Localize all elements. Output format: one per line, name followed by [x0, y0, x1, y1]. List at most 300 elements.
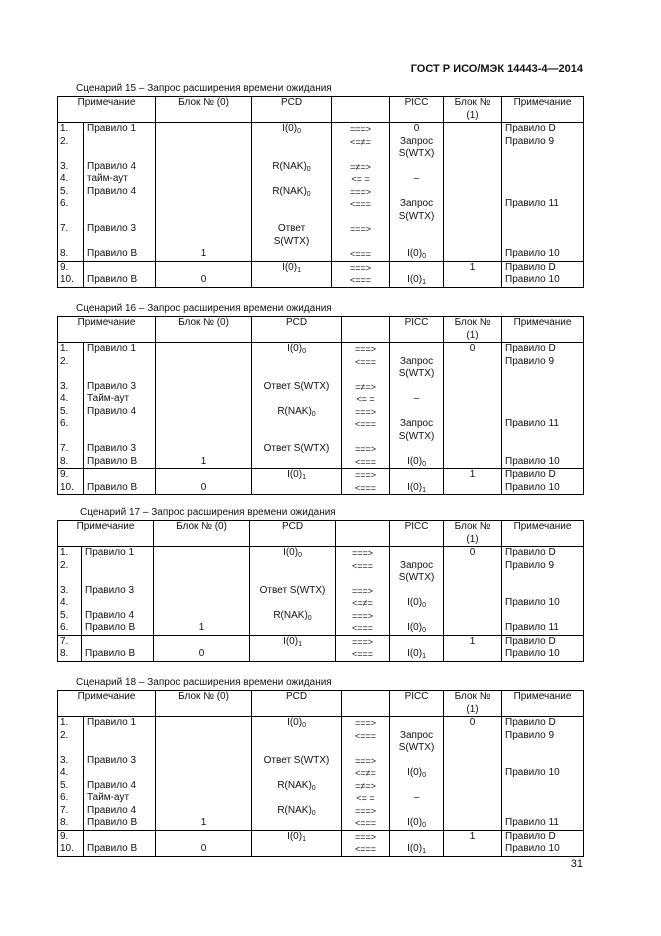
- picc-frame: $I(0)_1$: [390, 843, 444, 856]
- note-pcd: Тайм-аут: [84, 393, 156, 406]
- row-number: 9.: [58, 469, 84, 482]
- block-0: [156, 123, 252, 136]
- pcd-frame: $R(NAK)_0$: [252, 780, 342, 793]
- block-1: [444, 274, 502, 287]
- block-1: [444, 622, 502, 635]
- pcd-frame: [252, 173, 332, 186]
- pcd-frame: [252, 767, 342, 780]
- pcd-frame: [252, 843, 342, 856]
- table-row: [58, 792, 584, 805]
- row-number: 9.: [58, 830, 84, 843]
- note-picc: Правило 9: [502, 356, 584, 381]
- block-1: [444, 136, 502, 161]
- block-0: [154, 635, 250, 648]
- block-0: [156, 343, 252, 356]
- picc-frame: [390, 381, 444, 394]
- pcd-frame: [250, 597, 336, 610]
- block-1: [444, 443, 502, 456]
- note-picc: Правило D: [502, 635, 584, 648]
- row-number: 5.: [58, 186, 84, 199]
- block-1: [444, 173, 502, 186]
- note-picc: Правило 10: [502, 843, 584, 856]
- note-picc: Правило 10: [502, 248, 584, 261]
- pcd-frame: $I(0)_1$: [252, 469, 342, 482]
- column-header: PICC: [390, 97, 444, 123]
- block-0: 1: [156, 817, 252, 830]
- block-0: 1: [154, 622, 250, 635]
- note-pcd: Правило 4: [84, 805, 156, 818]
- scenario-table: [57, 316, 584, 495]
- table-row: [58, 381, 584, 394]
- direction-arrow: ===>: [342, 443, 390, 456]
- note-picc: Правило 10: [502, 482, 584, 495]
- note-picc: Правило 11: [502, 418, 584, 443]
- row-number: 5.: [58, 780, 84, 793]
- pcd-frame: [250, 648, 336, 661]
- table-row: [58, 717, 584, 730]
- picc-frame: [390, 223, 444, 248]
- block-1: [444, 186, 502, 199]
- picc-frame: Запрос S(WTX): [390, 356, 444, 381]
- note-pcd: [82, 635, 154, 648]
- row-number: 8.: [58, 648, 82, 661]
- note-picc: [502, 610, 584, 623]
- note-pcd: [84, 830, 156, 843]
- column-header: PICC: [390, 521, 444, 547]
- block-0: [156, 780, 252, 793]
- note-picc: Правило D: [502, 261, 584, 274]
- block-1: 1: [444, 261, 502, 274]
- block-1: [444, 456, 502, 469]
- note-picc: Правило 9: [502, 136, 584, 161]
- note-pcd: [84, 730, 156, 755]
- note-pcd: Правило B: [82, 648, 154, 661]
- note-picc: [502, 792, 584, 805]
- note-pcd: Правило B: [84, 482, 156, 495]
- direction-arrow: ===>: [336, 585, 390, 598]
- pcd-frame: Ответ S(WTX): [252, 223, 332, 248]
- picc-frame: [390, 585, 444, 598]
- direction-arrow: ===>: [336, 635, 390, 648]
- block-0: [156, 755, 252, 768]
- block-1: 0: [444, 343, 502, 356]
- row-number: 2.: [58, 356, 84, 381]
- pcd-frame: $I(0)_1$: [250, 635, 336, 648]
- row-number: 4.: [58, 173, 84, 186]
- direction-arrow: <=≠=: [342, 767, 390, 780]
- picc-frame: [390, 406, 444, 419]
- pcd-frame: $R(NAK)_0$: [252, 186, 332, 199]
- column-header: Блок № (0): [154, 521, 250, 547]
- block-0: [156, 767, 252, 780]
- note-picc: Правило 11: [502, 198, 584, 223]
- picc-frame: Запрос S(WTX): [390, 560, 444, 585]
- note-pcd: Правило B: [82, 622, 154, 635]
- picc-frame: [390, 717, 444, 730]
- block-0: [156, 261, 252, 274]
- column-header: PCD: [252, 97, 332, 123]
- block-0: [156, 418, 252, 443]
- table-row: [58, 597, 584, 610]
- pcd-frame: $R(NAK)_0$: [250, 610, 336, 623]
- block-0: [156, 186, 252, 199]
- note-pcd: Правило 1: [84, 717, 156, 730]
- note-picc: Правило D: [502, 830, 584, 843]
- pcd-frame: [252, 456, 342, 469]
- picc-frame: [390, 443, 444, 456]
- block-1: 0: [444, 547, 502, 560]
- picc-frame: [390, 186, 444, 199]
- block-1: [444, 248, 502, 261]
- direction-arrow: ===>: [332, 223, 390, 248]
- direction-arrow: <===: [342, 843, 390, 856]
- pcd-frame: [252, 792, 342, 805]
- note-picc: [502, 381, 584, 394]
- block-0: [156, 406, 252, 419]
- pcd-frame: [250, 560, 336, 585]
- direction-arrow: <=≠=: [332, 136, 390, 161]
- row-number: 3.: [58, 161, 84, 174]
- block-1: [444, 223, 502, 248]
- note-picc: Правило 9: [502, 730, 584, 755]
- picc-frame: $I(0)_1$: [390, 648, 444, 661]
- row-number: 1.: [58, 547, 82, 560]
- block-0: [156, 469, 252, 482]
- table-row: [58, 261, 584, 274]
- direction-arrow: ===>: [332, 261, 390, 274]
- table-row: [58, 356, 584, 381]
- scenario-title: Сценарий 15 – Запрос расширения времени ожидания: [76, 83, 332, 94]
- direction-arrow: <===: [342, 730, 390, 755]
- direction-arrow: <=≠=: [336, 597, 390, 610]
- row-number: 7.: [58, 635, 82, 648]
- picc-frame: $I(0)_0$: [390, 248, 444, 261]
- note-pcd: Правило B: [84, 456, 156, 469]
- pcd-frame: $R(NAK)_0$: [252, 406, 342, 419]
- picc-frame: [390, 469, 444, 482]
- direction-arrow: ===>: [332, 123, 390, 136]
- table-row: [58, 123, 584, 136]
- picc-frame: [390, 161, 444, 174]
- direction-arrow: ===>: [336, 610, 390, 623]
- scenario-title: Сценарий 17 – Запрос расширения времени ожидания: [80, 507, 336, 518]
- pcd-frame: $I(0)_1$: [252, 830, 342, 843]
- column-header: PICC: [390, 691, 444, 717]
- page-number: 31: [570, 858, 583, 870]
- column-header: [332, 97, 390, 123]
- column-header: Блок № (1): [444, 317, 502, 343]
- pcd-frame: $I(0)_0$: [250, 547, 336, 560]
- block-1: 0: [444, 717, 502, 730]
- block-1: [444, 755, 502, 768]
- table-row: [58, 767, 584, 780]
- table-row: [58, 198, 584, 223]
- block-0: [156, 136, 252, 161]
- table-row: [58, 173, 584, 186]
- row-number: 7.: [58, 223, 84, 248]
- column-header: Примечание: [58, 97, 156, 123]
- row-number: 2.: [58, 560, 82, 585]
- block-1: [444, 161, 502, 174]
- column-header: PICC: [390, 317, 444, 343]
- note-picc: Правило D: [502, 547, 584, 560]
- picc-frame: 0: [390, 123, 444, 136]
- picc-frame: [390, 755, 444, 768]
- column-header: [336, 521, 390, 547]
- direction-arrow: ===>: [342, 805, 390, 818]
- note-picc: [502, 755, 584, 768]
- note-picc: [502, 443, 584, 456]
- block-0: 0: [156, 274, 252, 287]
- direction-arrow: <= =: [342, 792, 390, 805]
- block-1: [444, 406, 502, 419]
- table-row: [58, 730, 584, 755]
- table-row: [58, 780, 584, 793]
- block-1: [444, 585, 502, 598]
- picc-frame: $I(0)_0$: [390, 597, 444, 610]
- block-1: [444, 418, 502, 443]
- table-row: [58, 817, 584, 830]
- pcd-frame: $I(0)_1$: [252, 261, 332, 274]
- direction-arrow: ===>: [342, 830, 390, 843]
- row-number: 1.: [58, 717, 84, 730]
- note-picc: [502, 585, 584, 598]
- row-number: 4.: [58, 393, 84, 406]
- pcd-frame: [252, 730, 342, 755]
- note-picc: Правило D: [502, 469, 584, 482]
- note-picc: [502, 161, 584, 174]
- block-1: [444, 817, 502, 830]
- direction-arrow: =≠=>: [332, 161, 390, 174]
- row-number: 8.: [58, 456, 84, 469]
- block-0: [156, 173, 252, 186]
- block-0: [154, 597, 250, 610]
- block-1: [444, 610, 502, 623]
- note-pcd: Правило 4: [84, 186, 156, 199]
- picc-frame: $I(0)_1$: [390, 274, 444, 287]
- column-header: Примечание: [502, 97, 584, 123]
- block-1: [444, 730, 502, 755]
- note-picc: Правило 9: [502, 560, 584, 585]
- picc-frame: [390, 261, 444, 274]
- picc-frame: Запрос S(WTX): [390, 730, 444, 755]
- block-0: 0: [156, 482, 252, 495]
- block-0: [154, 547, 250, 560]
- note-pcd: Правило 1: [82, 547, 154, 560]
- row-number: 7.: [58, 805, 84, 818]
- block-1: [444, 123, 502, 136]
- column-header: Примечание: [502, 521, 584, 547]
- note-pcd: Правило B: [84, 274, 156, 287]
- table-row: [58, 223, 584, 248]
- table-row: [58, 418, 584, 443]
- block-1: 1: [444, 469, 502, 482]
- picc-frame: $I(0)_0$: [390, 767, 444, 780]
- note-picc: Правило 10: [502, 597, 584, 610]
- note-pcd: Правило B: [84, 817, 156, 830]
- row-number: 2.: [58, 730, 84, 755]
- pcd-frame: Ответ S(WTX): [250, 585, 336, 598]
- direction-arrow: ===>: [342, 469, 390, 482]
- note-picc: [502, 223, 584, 248]
- direction-arrow: <===: [342, 817, 390, 830]
- table-row: [58, 393, 584, 406]
- note-pcd: Правило B: [84, 843, 156, 856]
- pcd-frame: $I(0)_0$: [252, 343, 342, 356]
- note-pcd: Правило B: [84, 248, 156, 261]
- row-number: 1.: [58, 343, 84, 356]
- block-0: 1: [156, 456, 252, 469]
- table-row: [58, 406, 584, 419]
- note-pcd: [84, 418, 156, 443]
- pcd-frame: $I(0)_0$: [252, 123, 332, 136]
- column-header: Блок № (0): [156, 317, 252, 343]
- table-row: [58, 560, 584, 585]
- scenario-table: [57, 520, 584, 662]
- note-pcd: Тайм-аут: [84, 792, 156, 805]
- note-pcd: [82, 560, 154, 585]
- pcd-frame: [252, 393, 342, 406]
- table-row: [58, 843, 584, 856]
- pcd-frame: [252, 274, 332, 287]
- block-0: [154, 610, 250, 623]
- column-header: [342, 317, 390, 343]
- note-picc: Правило 11: [502, 817, 584, 830]
- table-row: [58, 248, 584, 261]
- column-header: PCD: [252, 691, 342, 717]
- note-pcd: Правило 4: [84, 161, 156, 174]
- pcd-frame: [252, 248, 332, 261]
- pcd-frame: [252, 356, 342, 381]
- note-picc: Правило D: [502, 343, 584, 356]
- pcd-frame: [252, 136, 332, 161]
- picc-frame: [390, 610, 444, 623]
- column-header: Примечание: [58, 317, 156, 343]
- direction-arrow: ===>: [342, 755, 390, 768]
- table-row: [58, 469, 584, 482]
- note-picc: [502, 393, 584, 406]
- row-number: 5.: [58, 406, 84, 419]
- block-0: [156, 830, 252, 843]
- note-pcd: Правило 4: [82, 610, 154, 623]
- row-number: 3.: [58, 381, 84, 394]
- note-pcd: тайм-аут: [84, 173, 156, 186]
- scenario-table: [57, 96, 584, 288]
- block-0: [156, 223, 252, 248]
- direction-arrow: <= =: [332, 173, 390, 186]
- table-row: [58, 482, 584, 495]
- pcd-frame: [250, 622, 336, 635]
- picc-frame: [390, 635, 444, 648]
- block-1: [444, 767, 502, 780]
- note-picc: [502, 805, 584, 818]
- note-pcd: Правило 4: [84, 406, 156, 419]
- scenario-title: Сценарий 18 – Запрос расширения времени ожидания: [76, 677, 332, 688]
- picc-frame: $I(0)_0$: [390, 817, 444, 830]
- note-picc: Правило 11: [502, 622, 584, 635]
- table-row: [58, 456, 584, 469]
- direction-arrow: <===: [332, 198, 390, 223]
- block-1: [444, 780, 502, 793]
- row-number: 4.: [58, 597, 82, 610]
- block-0: [156, 717, 252, 730]
- pcd-frame: $I(0)_0$: [252, 717, 342, 730]
- note-picc: Правило 10: [502, 648, 584, 661]
- row-number: 3.: [58, 585, 82, 598]
- note-pcd: Правило 4: [84, 780, 156, 793]
- pcd-frame: Ответ S(WTX): [252, 381, 342, 394]
- scenario-title: Сценарий 16 – Запрос расширения времени ожидания: [76, 303, 332, 314]
- block-0: [156, 161, 252, 174]
- table-row: [58, 610, 584, 623]
- block-0: [156, 730, 252, 755]
- row-number: 1.: [58, 123, 84, 136]
- pcd-frame: [252, 482, 342, 495]
- block-1: [444, 843, 502, 856]
- block-0: [154, 585, 250, 598]
- block-0: 0: [156, 843, 252, 856]
- row-number: 8.: [58, 817, 84, 830]
- column-header: Примечание: [58, 691, 156, 717]
- note-picc: Правило 10: [502, 767, 584, 780]
- note-picc: Правило 10: [502, 456, 584, 469]
- picc-frame: [390, 343, 444, 356]
- row-number: 7.: [58, 443, 84, 456]
- note-picc: Правило D: [502, 123, 584, 136]
- picc-frame: Запрос S(WTX): [390, 136, 444, 161]
- column-header: PCD: [252, 317, 342, 343]
- note-pcd: [84, 136, 156, 161]
- block-1: [444, 560, 502, 585]
- picc-frame: [390, 547, 444, 560]
- table-row: [58, 805, 584, 818]
- block-0: [156, 356, 252, 381]
- direction-arrow: <===: [342, 356, 390, 381]
- note-picc: Правило 10: [502, 274, 584, 287]
- row-number: 9.: [58, 261, 84, 274]
- note-pcd: [84, 198, 156, 223]
- direction-arrow: <===: [332, 274, 390, 287]
- picc-frame: $I(0)_0$: [390, 622, 444, 635]
- note-picc: Правило D: [502, 717, 584, 730]
- row-number: 6.: [58, 622, 82, 635]
- block-1: [444, 597, 502, 610]
- note-pcd: Правило 3: [84, 223, 156, 248]
- block-0: [156, 381, 252, 394]
- row-number: 5.: [58, 610, 82, 623]
- picc-frame: –: [390, 792, 444, 805]
- table-row: [58, 755, 584, 768]
- direction-arrow: =≠=>: [342, 381, 390, 394]
- note-pcd: [84, 469, 156, 482]
- block-0: 0: [154, 648, 250, 661]
- table-row: [58, 830, 584, 843]
- note-pcd: Правило 3: [82, 585, 154, 598]
- column-header: PCD: [250, 521, 336, 547]
- column-header: Примечание: [502, 317, 584, 343]
- block-0: 1: [156, 248, 252, 261]
- table-row: [58, 274, 584, 287]
- note-pcd: [84, 261, 156, 274]
- block-0: [156, 805, 252, 818]
- table-row: [58, 136, 584, 161]
- table-row: [58, 648, 584, 661]
- picc-frame: [390, 830, 444, 843]
- note-pcd: Правило 1: [84, 343, 156, 356]
- note-picc: [502, 186, 584, 199]
- column-header: Примечание: [58, 521, 154, 547]
- pcd-frame: Ответ S(WTX): [252, 755, 342, 768]
